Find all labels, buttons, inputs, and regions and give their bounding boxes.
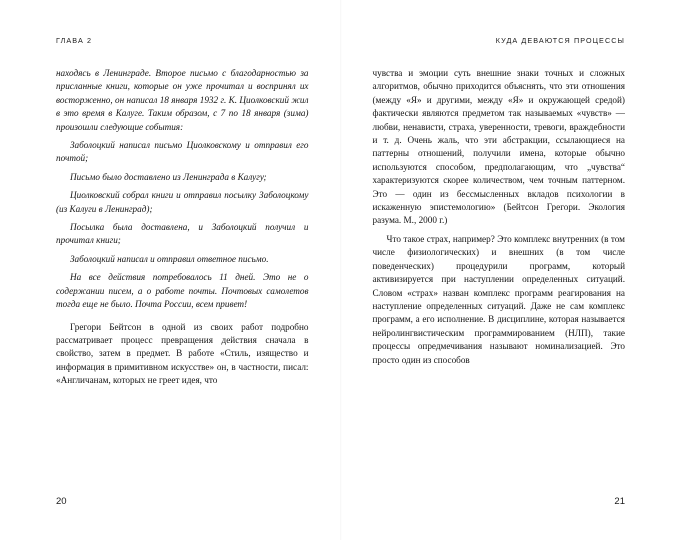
page-number-left: 20 (56, 496, 67, 507)
right-page-body (373, 67, 626, 367)
italic-note-paragraph: На все действия потребовалось 11 дней. Это не о содержании писем, а о работе почты. Почтовых самолетов тогда еще не было. Почта России, всем привет! (56, 272, 309, 310)
list-item: Письмо было доставлено из Ленинграда в Калугу; (70, 171, 267, 182)
right-page (341, 0, 681, 540)
spacer (56, 312, 309, 321)
paragraph-continued: чувства и эмоции суть внешние знаки точных и сложных алгоритмов, обычно приходится объяснять, что эти отношения (между «Я» и другими, между «Я» и окружающей средой) фактически являются предметом так называемых «чувств» — любви, ненависти, страха, уверенности, тревоги, враждебности и т. д. Очень жаль, что эти абстракции, ссылающиеся на паттерны отношений, получили имена, которые обычно используются способом, предполагающим, что „чувства“ характеризуются скорее количеством, чем точным паттерном. Это — один из бессмысленных вкладов психологии в искаженную эпистемологию» (Бейтсон Грегори. Экология разума. М., 2000 г.) (372, 68, 625, 226)
list-item: Посылка была доставлена, и Заболоцкий получил и прочитал книги; (56, 222, 309, 246)
list-item: Заболоцкий написал и отправил ответное письмо. (70, 253, 269, 264)
left-page-body (56, 67, 309, 388)
left-running-head: ГЛАВА 2 (56, 36, 93, 45)
list-item: Заболоцкий написал письмо Циолковскому и отправил его почтой; (56, 140, 309, 164)
list-item: Циолковский собрал книги и отправил посылку Заболоцкому (из Калуги в Ленинград); (56, 190, 309, 214)
paragraph: Что такое страх, например? Это комплекс внутренних (в том числе физиологических) и внешних (в том числе поведенческих) процедурили программ, который активизируется при наступлении определенных ситуаций. Словом «страх» назван комплекс программ реагирования на наступление определенных ситуаций. Даже не сам комплекс программ, а его исполнение. В дисциплине, которая называется нейролингвистическим программированием (НЛП), такие процессы опредмечивания называют номинализацией. Это просто один из способов (372, 233, 625, 365)
right-running-head: КУДА ДЕВАЮТСЯ ПРОЦЕССЫ (495, 36, 625, 45)
paragraph: Грегори Бейтсон в одной из своих работ подробно рассматривает процесс превращения действия сначала в свойство, затем в предмет. В работе «Стиль, изящество и информация в примитивном искусстве» он, в частности, писал: «Англичанам, которых не греет идея, что (56, 321, 309, 386)
page-number-right: 21 (614, 496, 625, 507)
paragraph-continued: находясь в Ленинграде. Второе письмо с благодарностью за присланные книги, которые он уже прочитал и воспринял их восторженно, он написал 18 января 1932 г. К. Циолковский жил в это время в Калуге. Таким образом, с 7 по 18 января (зима) произошли следующие события: (56, 68, 309, 132)
